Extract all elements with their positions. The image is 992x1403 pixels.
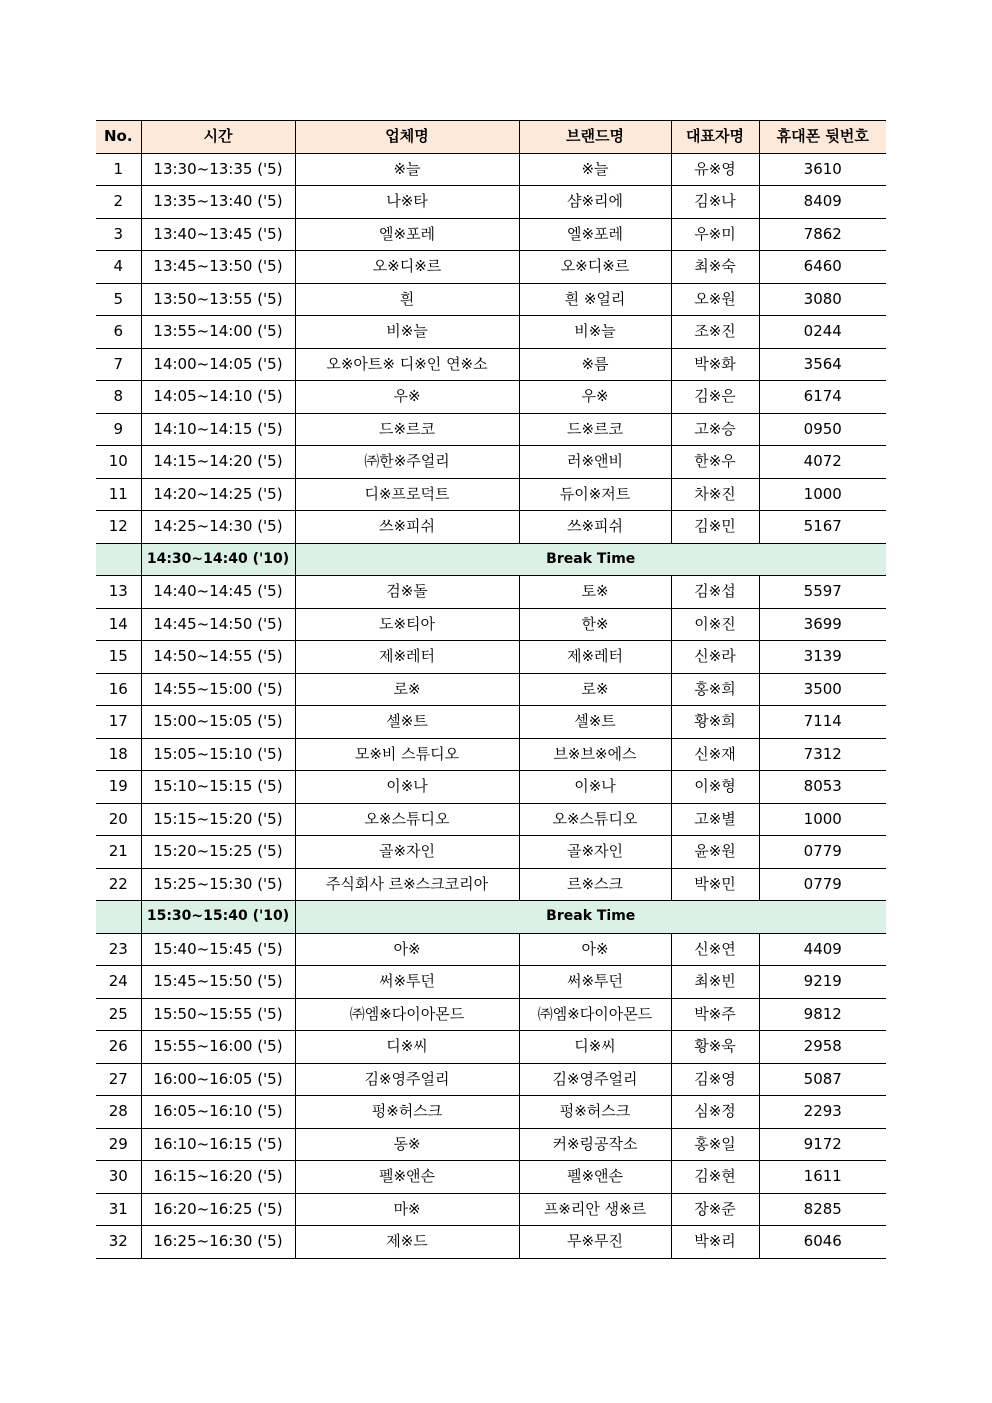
cell-no: 3 [96,218,141,251]
cell-company: 비※늘 [295,316,519,349]
schedule-table [96,120,886,1259]
cell-phone: 2293 [759,1096,886,1129]
cell-time: 14:50~14:55 ('5) [141,641,295,674]
cell-phone: 2958 [759,1031,886,1064]
cell-no: 24 [96,966,141,999]
cell-representative: 황※욱 [671,1031,759,1064]
cell-representative: 우※미 [671,218,759,251]
cell-company: 도※티아 [295,608,519,641]
cell-brand: 쓰※피쉬 [519,511,671,544]
cell-brand: 브※브※에스 [519,738,671,771]
cell-time: 15:25~15:30 ('5) [141,868,295,901]
cell-time: 16:05~16:10 ('5) [141,1096,295,1129]
cell-time: 15:40~15:45 ('5) [141,933,295,966]
cell-no: 8 [96,381,141,414]
cell-time: 16:20~16:25 ('5) [141,1193,295,1226]
table-row [96,608,886,641]
cell-no: 7 [96,348,141,381]
cell-brand: 써※투던 [519,966,671,999]
cell-representative: 김※은 [671,381,759,414]
cell-company: 써※투던 [295,966,519,999]
cell-no: 20 [96,803,141,836]
table-row [96,348,886,381]
cell-company: 오※디※르 [295,251,519,284]
cell-no: 11 [96,478,141,511]
cell-no: 10 [96,446,141,479]
table-row [96,251,886,284]
table-row [96,1031,886,1064]
cell-company: 펑※허스크 [295,1096,519,1129]
cell-time: 13:30~13:35 ('5) [141,153,295,186]
cell-company: 엘※포레 [295,218,519,251]
cell-time: 14:25~14:30 ('5) [141,511,295,544]
cell-representative: 한※우 [671,446,759,479]
table-row [96,998,886,1031]
cell-company: 펠※앤손 [295,1161,519,1194]
cell-time: 16:10~16:15 ('5) [141,1128,295,1161]
cell-company: 골※자인 [295,836,519,869]
header-brand: 브랜드명 [519,121,671,154]
cell-representative: 박※주 [671,998,759,1031]
cell-phone: 3500 [759,673,886,706]
table-row [96,316,886,349]
cell-time: 16:25~16:30 ('5) [141,1226,295,1259]
cell-phone: 0779 [759,836,886,869]
cell-time: 14:45~14:50 ('5) [141,608,295,641]
break-time-cell: 15:30~15:40 ('10) [141,901,295,934]
cell-brand: 비※늘 [519,316,671,349]
cell-representative: 신※라 [671,641,759,674]
table-row [96,381,886,414]
cell-brand: 흰 ※얼리 [519,283,671,316]
cell-phone: 6046 [759,1226,886,1259]
cell-representative: 박※화 [671,348,759,381]
cell-phone: 8053 [759,771,886,804]
cell-phone: 1000 [759,478,886,511]
cell-brand: 무※무진 [519,1226,671,1259]
cell-brand: 르※스크 [519,868,671,901]
cell-time: 14:20~14:25 ('5) [141,478,295,511]
cell-company: 로※ [295,673,519,706]
cell-company: 셀※트 [295,706,519,739]
cell-phone: 8285 [759,1193,886,1226]
table-row [96,1193,886,1226]
cell-brand: 펑※허스크 [519,1096,671,1129]
cell-time: 13:55~14:00 ('5) [141,316,295,349]
header-row [96,121,886,154]
cell-brand: 골※자인 [519,836,671,869]
cell-phone: 3080 [759,283,886,316]
cell-brand: 오※디※르 [519,251,671,284]
cell-time: 16:00~16:05 ('5) [141,1063,295,1096]
cell-company: 오※아트※ 디※인 연※소 [295,348,519,381]
header-no: No. [96,121,141,154]
cell-company: 쓰※피쉬 [295,511,519,544]
cell-company: 제※레터 [295,641,519,674]
cell-brand: 셀※트 [519,706,671,739]
table-row [96,771,886,804]
cell-no: 23 [96,933,141,966]
cell-phone: 4409 [759,933,886,966]
table-row [96,933,886,966]
cell-representative: 박※민 [671,868,759,901]
cell-company: 이※나 [295,771,519,804]
cell-company: 나※타 [295,186,519,219]
cell-phone: 0950 [759,413,886,446]
table-row [96,478,886,511]
cell-time: 14:40~14:45 ('5) [141,576,295,609]
cell-company: 오※스튜디오 [295,803,519,836]
cell-phone: 1611 [759,1161,886,1194]
break-time-cell: 14:30~14:40 ('10) [141,543,295,576]
cell-company: 아※ [295,933,519,966]
cell-no: 17 [96,706,141,739]
cell-no: 18 [96,738,141,771]
cell-time: 14:05~14:10 ('5) [141,381,295,414]
table-row [96,641,886,674]
table-row [96,1063,886,1096]
table-row [96,1128,886,1161]
cell-brand: 로※ [519,673,671,706]
cell-representative: 황※희 [671,706,759,739]
cell-brand: ※름 [519,348,671,381]
cell-representative: 차※진 [671,478,759,511]
cell-brand: 제※레터 [519,641,671,674]
cell-time: 15:10~15:15 ('5) [141,771,295,804]
cell-no: 2 [96,186,141,219]
cell-representative: 김※민 [671,511,759,544]
cell-time: 13:40~13:45 ('5) [141,218,295,251]
table-row [96,1096,886,1129]
cell-no: 16 [96,673,141,706]
cell-no: 26 [96,1031,141,1064]
cell-phone: 7312 [759,738,886,771]
cell-no: 19 [96,771,141,804]
cell-company: 디※프로덕트 [295,478,519,511]
cell-time: 15:15~15:20 ('5) [141,803,295,836]
cell-phone: 3564 [759,348,886,381]
cell-no: 4 [96,251,141,284]
cell-representative: 홍※일 [671,1128,759,1161]
break-label-cell: Break Time [295,543,886,576]
cell-no: 32 [96,1226,141,1259]
table-row [96,413,886,446]
cell-representative: 최※빈 [671,966,759,999]
cell-brand: 엘※포레 [519,218,671,251]
cell-time: 15:05~15:10 ('5) [141,738,295,771]
cell-brand: 이※나 [519,771,671,804]
cell-representative: 고※별 [671,803,759,836]
cell-representative: 이※형 [671,771,759,804]
cell-phone: 9219 [759,966,886,999]
cell-time: 14:10~14:15 ('5) [141,413,295,446]
cell-phone: 3610 [759,153,886,186]
cell-no: 14 [96,608,141,641]
cell-no: 27 [96,1063,141,1096]
table-row [96,836,886,869]
cell-company: 제※드 [295,1226,519,1259]
cell-no: 21 [96,836,141,869]
table-row [96,803,886,836]
cell-no: 9 [96,413,141,446]
cell-company: ※늘 [295,153,519,186]
cell-brand: 아※ [519,933,671,966]
cell-company: ㈜한※주얼리 [295,446,519,479]
cell-time: 13:50~13:55 ('5) [141,283,295,316]
table-row [96,186,886,219]
table-row [96,218,886,251]
cell-phone: 6174 [759,381,886,414]
table-row [96,673,886,706]
cell-phone: 0779 [759,868,886,901]
cell-time: 13:35~13:40 ('5) [141,186,295,219]
cell-representative: 김※영 [671,1063,759,1096]
cell-no: 15 [96,641,141,674]
cell-representative: 김※나 [671,186,759,219]
cell-brand: 오※스튜디오 [519,803,671,836]
cell-representative: 홍※희 [671,673,759,706]
cell-no: 25 [96,998,141,1031]
table-row [96,1226,886,1259]
cell-phone: 3699 [759,608,886,641]
cell-brand: 드※르코 [519,413,671,446]
cell-phone: 8409 [759,186,886,219]
header-phone: 휴대폰 뒷번호 [759,121,886,154]
cell-representative: 오※원 [671,283,759,316]
cell-no: 5 [96,283,141,316]
cell-phone: 7114 [759,706,886,739]
cell-no: 22 [96,868,141,901]
cell-brand: 커※링공작소 [519,1128,671,1161]
table-row [96,706,886,739]
table-row [96,966,886,999]
cell-phone: 4072 [759,446,886,479]
cell-brand: 러※앤비 [519,446,671,479]
cell-company: 흰 [295,283,519,316]
cell-brand: 우※ [519,381,671,414]
cell-brand: 샴※리에 [519,186,671,219]
cell-brand: 한※ [519,608,671,641]
cell-phone: 5167 [759,511,886,544]
cell-company: 주식회사 르※스크코리아 [295,868,519,901]
cell-brand: 프※리안 생※르 [519,1193,671,1226]
cell-company: 마※ [295,1193,519,1226]
cell-representative: 윤※원 [671,836,759,869]
cell-time: 14:00~14:05 ('5) [141,348,295,381]
cell-company: 드※르코 [295,413,519,446]
cell-representative: 장※준 [671,1193,759,1226]
break-label-cell: Break Time [295,901,886,934]
cell-representative: 박※리 [671,1226,759,1259]
table-row [96,511,886,544]
cell-company: 모※비 스튜디오 [295,738,519,771]
break-row [96,543,886,576]
cell-phone: 3139 [759,641,886,674]
cell-no: 13 [96,576,141,609]
header-representative: 대표자명 [671,121,759,154]
cell-company: 디※씨 [295,1031,519,1064]
cell-time: 15:55~16:00 ('5) [141,1031,295,1064]
cell-representative: 고※승 [671,413,759,446]
cell-no: 31 [96,1193,141,1226]
cell-no: 29 [96,1128,141,1161]
cell-phone: 7862 [759,218,886,251]
cell-no: 30 [96,1161,141,1194]
table-row [96,153,886,186]
cell-representative: 신※연 [671,933,759,966]
cell-time: 14:55~15:00 ('5) [141,673,295,706]
cell-phone: 1000 [759,803,886,836]
table-row [96,576,886,609]
cell-phone: 5597 [759,576,886,609]
cell-no: 1 [96,153,141,186]
cell-phone: 6460 [759,251,886,284]
cell-time: 16:15~16:20 ('5) [141,1161,295,1194]
table-row [96,868,886,901]
cell-representative: 이※진 [671,608,759,641]
cell-time: 15:20~15:25 ('5) [141,836,295,869]
table-row [96,738,886,771]
cell-representative: 심※정 [671,1096,759,1129]
cell-phone: 9172 [759,1128,886,1161]
cell-phone: 9812 [759,998,886,1031]
table-body [96,153,886,1258]
cell-phone: 0244 [759,316,886,349]
header-time: 시간 [141,121,295,154]
cell-representative: 조※진 [671,316,759,349]
cell-company: 우※ [295,381,519,414]
cell-time: 14:15~14:20 ('5) [141,446,295,479]
cell-representative: 유※영 [671,153,759,186]
cell-no: 6 [96,316,141,349]
cell-brand: ㈜엠※다이아몬드 [519,998,671,1031]
cell-company: 동※ [295,1128,519,1161]
cell-time: 15:50~15:55 ('5) [141,998,295,1031]
cell-brand: 펠※앤손 [519,1161,671,1194]
cell-brand: ※늘 [519,153,671,186]
cell-brand: 듀이※저트 [519,478,671,511]
cell-no: 28 [96,1096,141,1129]
cell-representative: 최※숙 [671,251,759,284]
table-row [96,1161,886,1194]
cell-phone: 5087 [759,1063,886,1096]
cell-brand: 김※영주얼리 [519,1063,671,1096]
cell-representative: 김※섭 [671,576,759,609]
break-no-cell [96,543,141,576]
cell-time: 15:00~15:05 ('5) [141,706,295,739]
cell-representative: 신※재 [671,738,759,771]
header-company: 업체명 [295,121,519,154]
cell-time: 13:45~13:50 ('5) [141,251,295,284]
break-row [96,901,886,934]
table-row [96,283,886,316]
cell-company: 검※돌 [295,576,519,609]
cell-company: ㈜엠※다이아몬드 [295,998,519,1031]
cell-company: 김※영주얼리 [295,1063,519,1096]
break-no-cell [96,901,141,934]
cell-brand: 디※씨 [519,1031,671,1064]
cell-representative: 김※현 [671,1161,759,1194]
cell-no: 12 [96,511,141,544]
cell-time: 15:45~15:50 ('5) [141,966,295,999]
table-row [96,446,886,479]
cell-brand: 토※ [519,576,671,609]
